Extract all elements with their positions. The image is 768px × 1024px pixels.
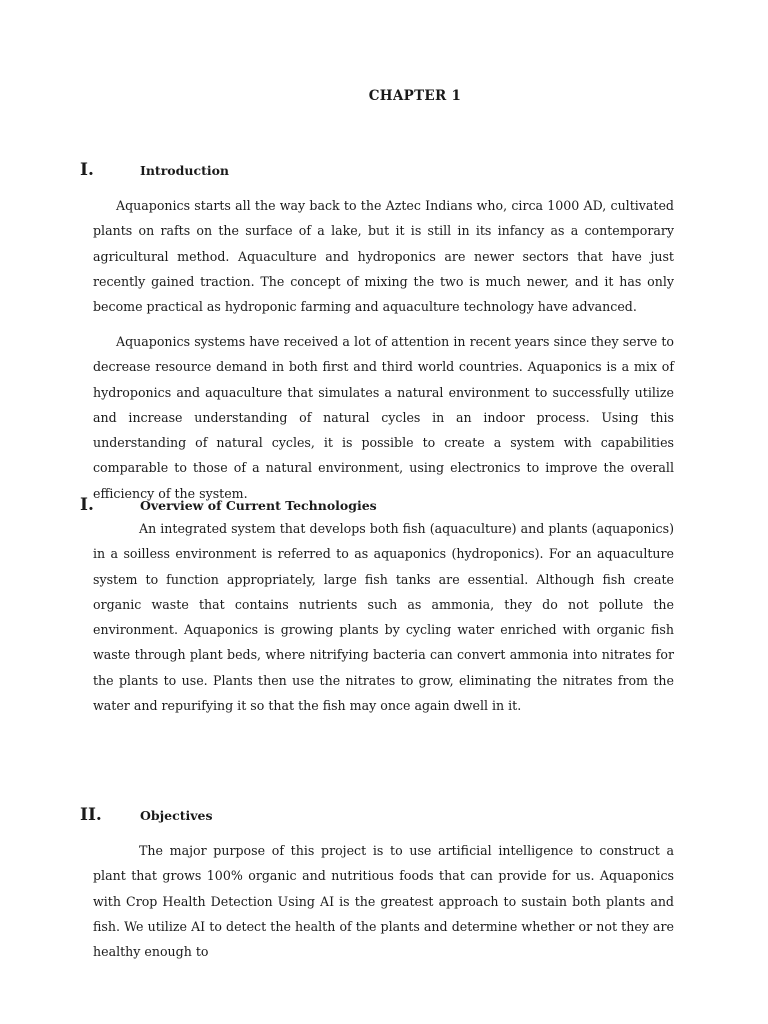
section-title: Objectives bbox=[140, 808, 213, 823]
chapter-title: CHAPTER 1 bbox=[368, 88, 462, 104]
section-title: Introduction bbox=[140, 163, 230, 178]
paragraph: An integrated system that develops both fish (aquaculture) and plants (aquaponics) in a soilless environment is referred to as aquaponics (hydroponics). For an aquaculture system to function appropriately, large fish tanks are essential. Although fish create organic waste that contains nutrients such as ammonia, they do not pollute the environment. Aquaponics is growing plants by cycling water enriched with organic fish waste through plant beds, where nitrifying bacteria can convert ammonia into nitrates for the plants to use. Plants then use the nitrates to grow, eliminating the nitrates from the water and repurifying it so that the fish may once again dwell in it. bbox=[93, 521, 674, 714]
section-numeral: II. bbox=[80, 805, 102, 825]
paragraph: Aquaponics starts all the way back to the Aztec Indians who, circa 1000 AD, cultivated plants on rafts on the surface of a lake, but it is still in its infancy as a contemporary agricultural method. Aquaculture and hydroponics are newer sectors that have just recently gained traction. The concept of mixing the two is much newer, and it has only become practical as hydroponic farming and aquaculture technology have advanced. bbox=[93, 198, 674, 315]
section-numeral: I. bbox=[80, 495, 94, 515]
section-heading-overview bbox=[80, 495, 680, 515]
section-numeral: I. bbox=[80, 160, 94, 180]
section-title: Overview of Current Technologies bbox=[140, 498, 377, 513]
paragraph: Aquaponics systems have received a lot of attention in recent years since they serve to decrease resource demand in both first and third world countries. Aquaponics is a mix of hydroponics and aquaculture that simulates a natural environment to successfully utilize and increase understanding of natural cycles in an indoor process. Using this understanding of natural cycles, it is possible to create a system with capabilities comparable to those of a natural environment, using electronics to improve the overall efficiency of the system. bbox=[93, 334, 674, 501]
section-heading-objectives bbox=[80, 805, 680, 825]
section-heading-introduction bbox=[80, 160, 680, 180]
paragraph: The major purpose of this project is to use artificial intelligence to construct a plant that grows 100% organic and nutritious foods that can provide for us. Aquaponics with Crop Health Detection Using AI is the greatest approach to sustain both plants and fish. We utilize AI to detect the health of the plants and determine whether or not they are healthy enough to bbox=[93, 843, 674, 960]
